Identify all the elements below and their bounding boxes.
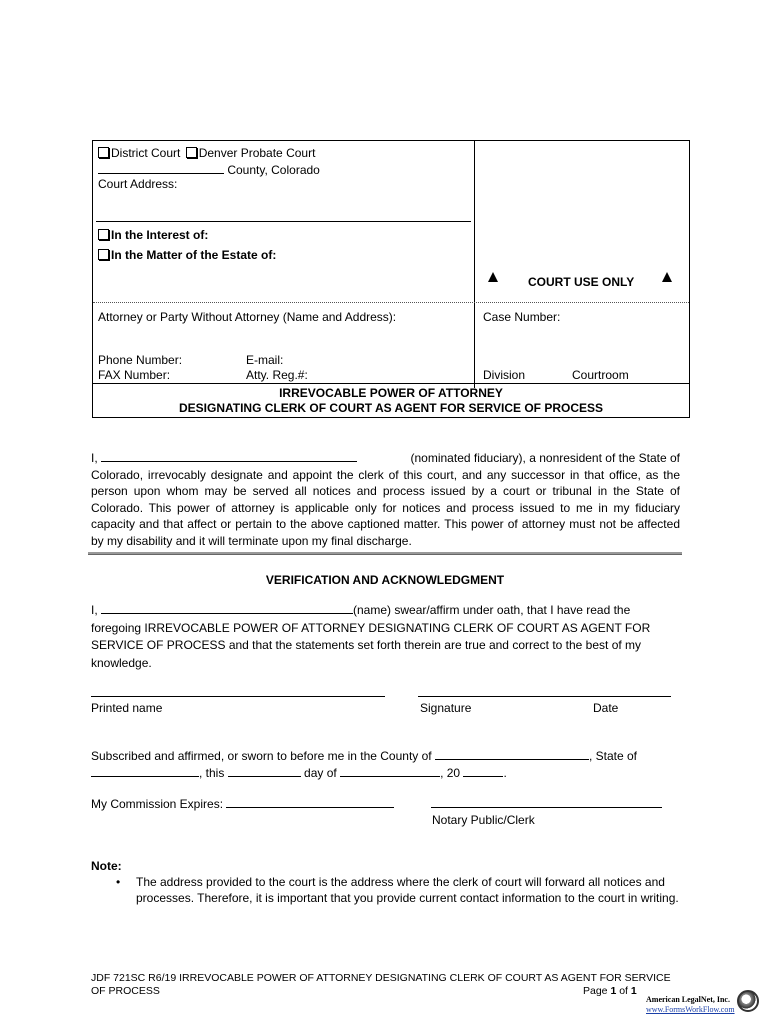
form-title-line1: IRREVOCABLE POWER OF ATTORNEY: [279, 386, 503, 400]
county-suffix: County, Colorado: [227, 163, 320, 177]
day-of-text: day of: [304, 766, 337, 780]
page-number: [583, 985, 637, 997]
note-label: Note:: [91, 859, 122, 873]
designation-paragraph: [91, 450, 680, 549]
in-interest-label: In the Interest of:: [111, 228, 209, 242]
email-label: E-mail:: [246, 353, 284, 367]
verification-heading: VERIFICATION AND ACKNOWLEDGMENT: [265, 573, 505, 587]
v-start: I,: [91, 603, 98, 617]
in-interest-checkbox[interactable]: [98, 229, 109, 240]
atty-reg-label: Atty. Reg.#:: [246, 368, 308, 382]
notary-label: Notary Public/Clerk: [432, 813, 535, 827]
publisher-website[interactable]: www.FormsWorkFlow.com: [646, 1005, 735, 1014]
court-options: [98, 146, 315, 160]
caption-divider: [474, 140, 475, 388]
v-after-blank: (name) swear/affirm under oath, that I have read the: [353, 603, 631, 617]
affiant-name-blank[interactable]: [101, 602, 353, 614]
twenty-text: , 20: [440, 766, 461, 780]
publisher-name: American LegalNet, Inc.: [646, 995, 730, 1004]
state-of-text: , State of: [588, 749, 638, 763]
up-arrow-icon-left: [488, 272, 498, 282]
month-blank[interactable]: [340, 765, 440, 777]
note-text: The address provided to the court is the address where the clerk of court will forward all notices and processes. Therefore, it is important that you provide current contact information to the court in writing.: [136, 875, 679, 905]
phone-label: Phone Number:: [98, 353, 183, 367]
p1-start: I,: [91, 451, 98, 465]
subscribed-text: Subscribed and affirmed, or sworn to before me in the County of: [91, 749, 432, 763]
page-current: 1: [610, 985, 617, 997]
period-text: .: [503, 766, 507, 780]
subscribed-line: [91, 748, 637, 763]
state-blank[interactable]: [91, 765, 199, 777]
signature-label: Signature: [420, 701, 472, 715]
publisher-logo-icon: [737, 990, 759, 1012]
estate-checkbox[interactable]: [98, 249, 109, 260]
printed-name-line[interactable]: [91, 696, 385, 697]
this-text: , this: [199, 766, 225, 780]
date-label: Date: [593, 701, 619, 715]
denver-probate-label: Denver Probate Court: [198, 146, 316, 160]
denver-probate-checkbox[interactable]: [186, 147, 197, 158]
footer-form-id-cont: OF PROCESS: [91, 985, 160, 997]
form-title-line2: DESIGNATING CLERK OF COURT AS AGENT FOR SERVICE OF PROCESS: [178, 401, 604, 415]
day-blank[interactable]: [228, 765, 301, 777]
note-bullet: •: [116, 875, 121, 889]
case-number-label: Case Number:: [483, 310, 561, 324]
footer-form-id: JDF 721SC R6/19 IRREVOCABLE POWER OF ATTORNEY DESIGNATING CLERK OF COURT AS AGENT FOR SERVICE: [91, 972, 671, 984]
court-address-line: [96, 221, 471, 222]
courtroom-label: Courtroom: [572, 368, 629, 382]
title-divider: [92, 383, 690, 384]
district-court-label: District Court: [111, 146, 181, 160]
commission-blank[interactable]: [226, 796, 394, 808]
interest-option-2: [98, 248, 276, 262]
commission-label: My Commission Expires:: [91, 797, 224, 811]
interest-option-1: [98, 228, 208, 242]
up-arrow-icon-right: [662, 272, 672, 282]
verification-paragraph: [91, 602, 681, 672]
p1-after-blank: (nominated fiduciary), a nonresident of the State of: [410, 451, 680, 465]
district-court-checkbox[interactable]: [98, 147, 109, 158]
estate-label: In the Matter of the Estate of:: [111, 248, 277, 262]
signature-date-line[interactable]: [418, 696, 671, 697]
court-use-only: COURT USE ONLY: [528, 275, 635, 289]
designation-first-line: [91, 450, 680, 467]
attorney-label: Attorney or Party Without Attorney (Name and Address):: [98, 310, 397, 324]
notary-signature-line[interactable]: [431, 807, 662, 808]
commission-line: [91, 796, 394, 811]
page-of: of: [619, 985, 628, 997]
page-total: 1: [630, 985, 637, 997]
court-address-label: Court Address:: [98, 177, 178, 191]
year-blank[interactable]: [463, 765, 503, 777]
page-prefix: Page: [583, 985, 608, 997]
date-sworn-line: [91, 765, 507, 780]
county-line: [98, 162, 320, 177]
county-blank[interactable]: [98, 162, 224, 174]
fiduciary-name-blank[interactable]: [101, 450, 357, 462]
county-notary-blank[interactable]: [435, 748, 589, 760]
printed-name-label: Printed name: [91, 701, 163, 715]
section-separator: [88, 552, 682, 555]
fax-label: FAX Number:: [98, 368, 171, 382]
p1-rest: Colorado, irrevocably designate and appoint the clerk of this court, and any successor in that office, as the person upon whom may be served all notices and process issued by a court or tribunal in the State of Colorado. This power of attorney is applicable only for notices and process issued to me in my fiduciary capacity and that affect or pertain to the above captioned matter. This power of attorney must not be affected by my disability and it will terminate upon my final discharge.: [91, 467, 680, 548]
caption-dotted-divider: [93, 302, 689, 303]
verification-first-line: [91, 602, 681, 620]
v-rest: foregoing IRREVOCABLE POWER OF ATTORNEY DESIGNATING CLERK OF COURT AS AGENT FOR SERVICE OF PROCESS and that the statements set forth therein are true and correct to the best of my knowledge.: [91, 620, 651, 670]
division-label: Division: [483, 368, 526, 382]
